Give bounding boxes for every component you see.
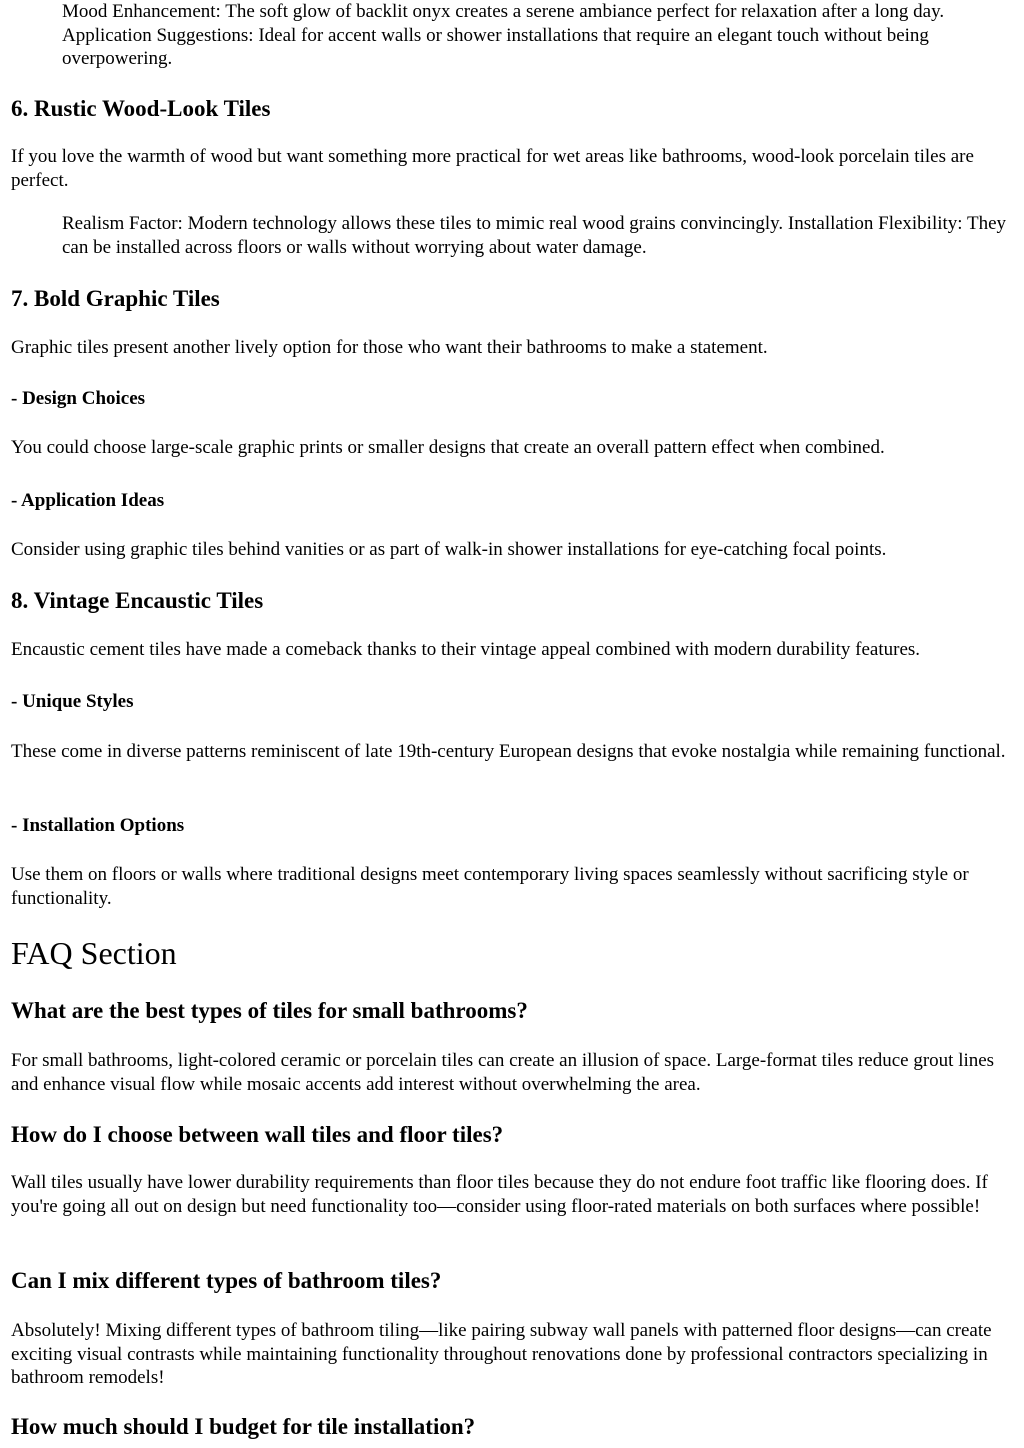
faq-answer: Wall tiles usually have lower durability requirements than floor tiles because they do not endure foot traffic like flooring does. If you're going all out on design but need functionality too—consider using floor-rated materials on both surfaces where possible!	[11, 1172, 988, 1217]
section-6-paragraph: If you love the warmth of wood but want something more practical for wet areas like bathrooms, wood-look porcelain tiles are perfect.	[11, 146, 974, 191]
faq-question: Can I mix different types of bathroom tiles?	[11, 1268, 442, 1293]
section-8-heading: 8. Vintage Encaustic Tiles	[11, 588, 264, 613]
faq-question: What are the best types of tiles for small bathrooms?	[11, 998, 528, 1023]
section-6-heading: 6. Rustic Wood-Look Tiles	[11, 96, 271, 121]
design-choices-paragraph: You could choose large-scale graphic prints or smaller designs that create an overall pattern effect when combined.	[11, 437, 885, 458]
section-6-blockquote: Realism Factor: Modern technology allows these tiles to mimic real wood grains convincingly. Installation Flexibility: They can be installed across floors or walls without worrying about water damage.	[62, 213, 1007, 258]
onyx-benefits-blockquote: Mood Enhancement: The soft glow of backlit onyx creates a serene ambiance perfect for relaxation after a long day. Application Suggestions: Ideal for accent walls or shower installations that require an elegant touch without being overpowering.	[62, 1, 945, 69]
design-choices-heading: - Design Choices	[11, 388, 146, 409]
unique-styles-paragraph: These come in diverse patterns reminiscent of late 19th-century European designs that evoke nostalgia while remaining functional.	[11, 741, 1006, 762]
faq-answer: For small bathrooms, light-colored ceramic or porcelain tiles can create an illusion of space. Large-format tiles reduce grout lines and enhance visual flow while mosaic accents add interest without overwhelming the area.	[11, 1050, 995, 1095]
installation-options-paragraph: Use them on floors or walls where traditional designs meet contemporary living spaces seamlessly without sacrificing style or functionality.	[11, 864, 969, 909]
faq-question: How do I choose between wall tiles and floor tiles?	[11, 1122, 504, 1147]
section-7-paragraph: Graphic tiles present another lively option for those who want their bathrooms to make a statement.	[11, 337, 768, 358]
faq-section-heading: FAQ Section	[11, 935, 177, 971]
faq-question: How much should I budget for tile installation?	[11, 1414, 476, 1439]
faq-answer: Absolutely! Mixing different types of bathroom tiling—like pairing subway wall panels with patterned floor designs—can create exciting visual contrasts while maintaining functionality throughout renovations done by professional contractors specializing in bathroom remodels!	[11, 1320, 992, 1388]
unique-styles-heading: - Unique Styles	[11, 691, 134, 712]
application-ideas-heading: - Application Ideas	[11, 490, 165, 511]
section-7-heading: 7. Bold Graphic Tiles	[11, 286, 220, 311]
application-ideas-paragraph: Consider using graphic tiles behind vanities or as part of walk-in shower installations for eye-catching focal points.	[11, 539, 887, 560]
section-8-paragraph: Encaustic cement tiles have made a comeback thanks to their vintage appeal combined with modern durability features.	[11, 639, 921, 660]
installation-options-heading: - Installation Options	[11, 815, 185, 836]
